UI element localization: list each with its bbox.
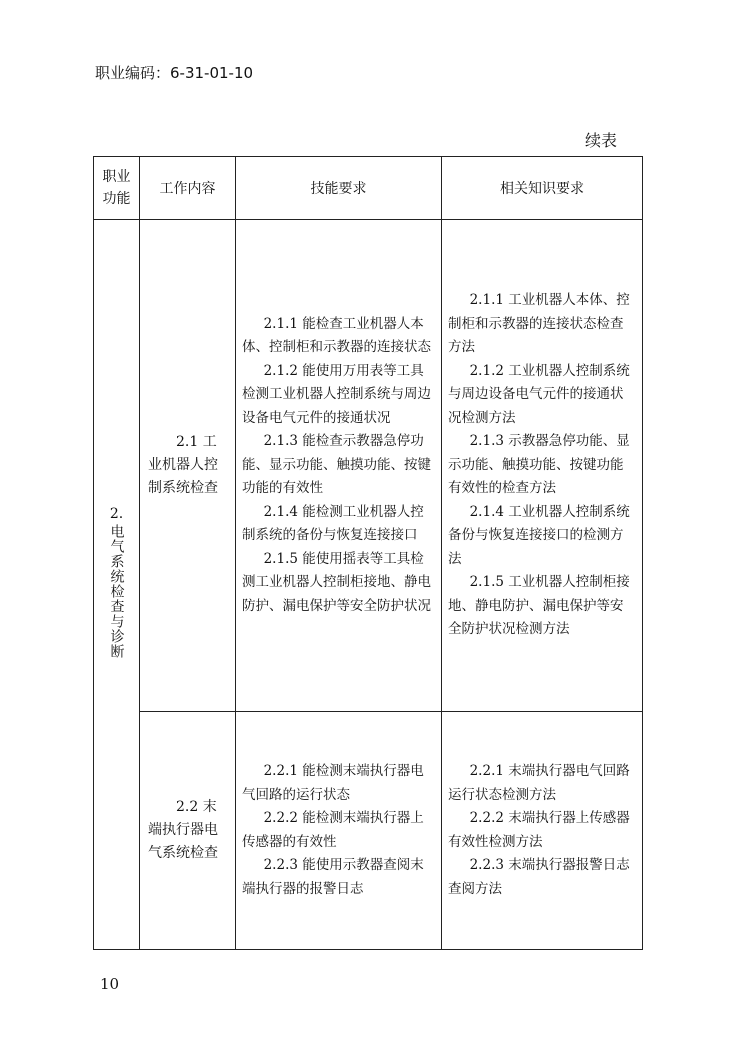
continued-label: 续表 <box>585 131 618 150</box>
col-header-function: 职业功能 <box>94 157 140 220</box>
work-content-cell: 2.2 末端执行器电气系统检查 <box>140 712 236 950</box>
col-header-knowledge: 相关知识要求 <box>442 157 643 220</box>
knowledge-item: 2.1.4 工业机器人控制系统备份与恢复连接接口的检测方法 <box>448 503 630 567</box>
table-header-row <box>94 157 643 220</box>
knowledge-item: 2.1.1 工业机器人本体、控制柜和示教器的连接状态检查方法 <box>448 292 630 356</box>
knowledge-item: 2.1.2 工业机器人控制系统与周边设备电气元件的接通状况检测方法 <box>448 362 630 426</box>
knowledge-item: 2.2.3 末端执行器报警日志查阅方法 <box>448 857 630 897</box>
function-name: 电气系统检查与诊断 <box>108 524 125 659</box>
knowledge-item: 2.2.1 末端执行器电气回路运行状态检测方法 <box>448 763 630 803</box>
skill-item: 2.1.1 能检查工业机器人本体、控制柜和示教器的连接状态 <box>242 315 431 356</box>
skill-item: 2.1.5 能使用摇表等工具检测工业机器人控制柜接地、静电防护、漏电保护等安全防护状况 <box>242 550 431 614</box>
knowledge-item: 2.2.2 末端执行器上传感器有效性检测方法 <box>448 810 630 850</box>
skill-item: 2.2.2 能检测末端执行器上传感器的有效性 <box>242 810 424 850</box>
skill-item: 2.1.4 能检测工业机器人控制系统的备份与恢复连接接口 <box>242 503 424 544</box>
col-header-skills: 技能要求 <box>236 157 442 220</box>
skill-item: 2.2.3 能使用示教器查阅末端执行器的报警日志 <box>242 857 424 897</box>
knowledge-cell <box>442 220 643 712</box>
knowledge-item: 2.1.3 示教器急停功能、显示功能、触摸功能、按键功能有效性的检查方法 <box>448 433 630 497</box>
work-content-cell: 2.1 工业机器人控制系统检查 <box>140 220 236 712</box>
table-row <box>94 220 643 712</box>
skills-cell <box>236 712 442 950</box>
knowledge-item: 2.1.5 工业机器人控制柜接地、静电防护、漏电保护等安全防护状况检测方法 <box>448 574 630 638</box>
function-number: 2. <box>109 506 124 522</box>
page-number: 10 <box>100 975 120 993</box>
occupation-code: 职业编码：6-31-01-10 <box>95 64 254 82</box>
skills-cell <box>236 220 442 712</box>
knowledge-cell <box>442 712 643 950</box>
skill-item: 2.2.1 能检测末端执行器电气回路的运行状态 <box>242 763 424 803</box>
skills-table <box>93 156 643 950</box>
col-header-work: 工作内容 <box>140 157 236 220</box>
table-row <box>94 712 643 950</box>
function-cell <box>94 220 140 950</box>
skill-item: 2.1.3 能检查示教器急停功能、显示功能、触摸功能、按键功能的有效性 <box>242 433 431 497</box>
skill-item: 2.1.2 能使用万用表等工具检测工业机器人控制系统与周边设备电气元件的接通状况 <box>242 362 431 426</box>
